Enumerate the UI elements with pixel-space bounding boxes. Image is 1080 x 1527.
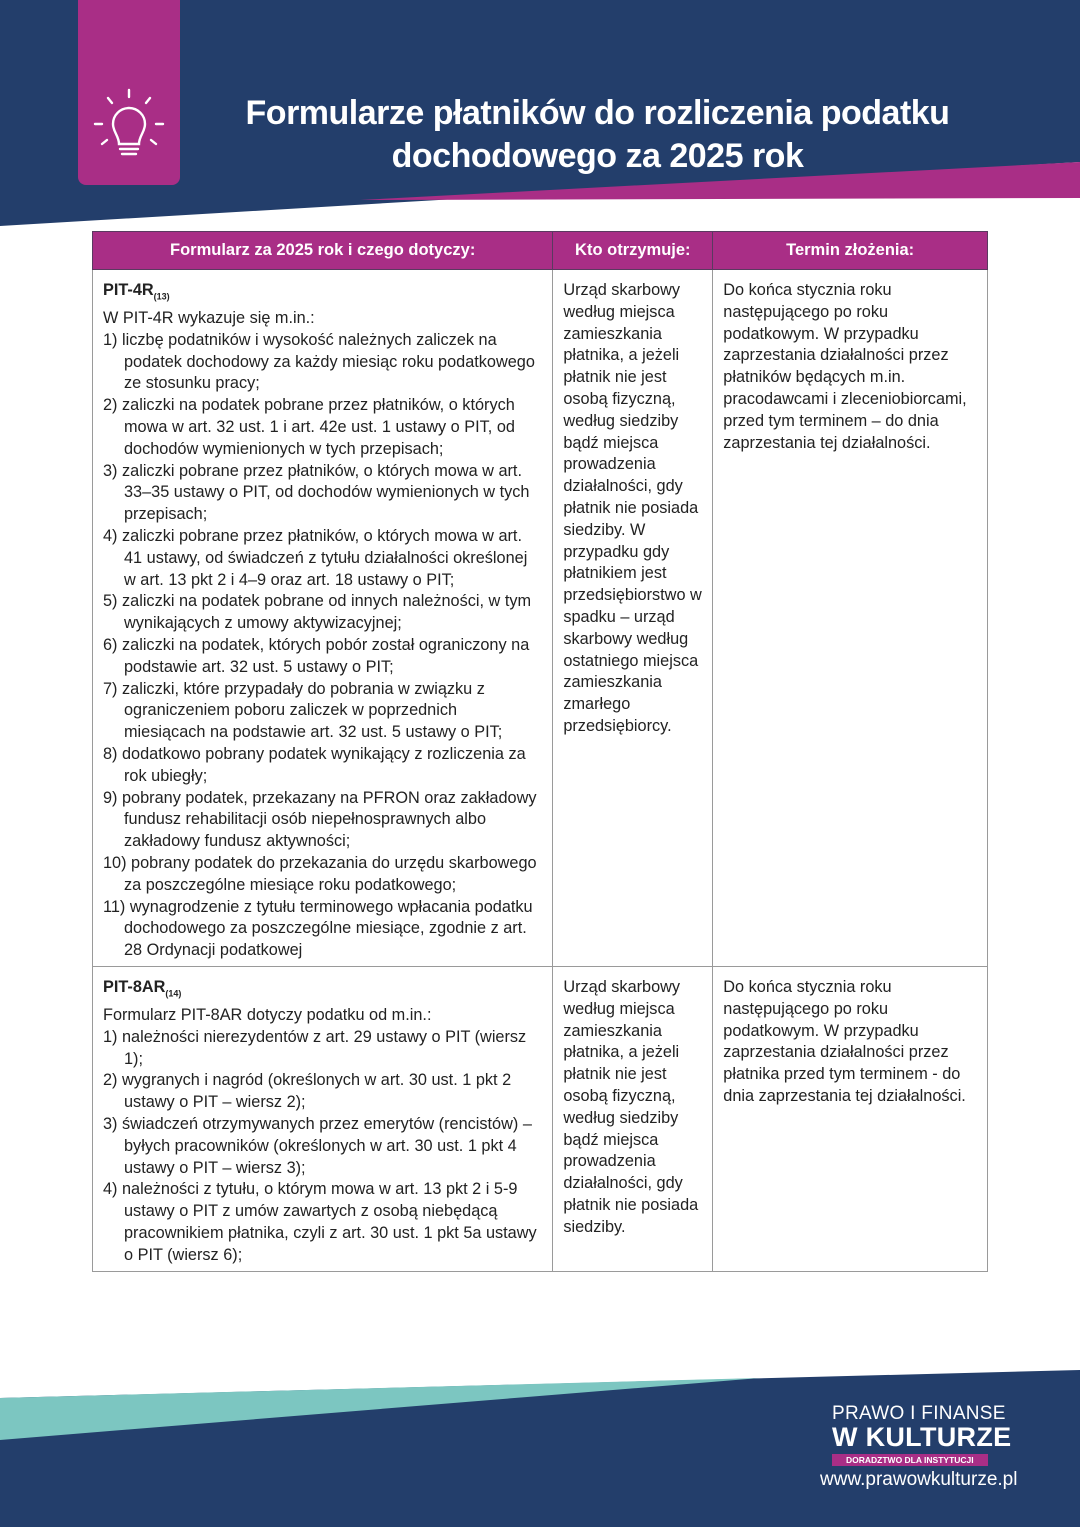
list-item: 1) liczbę podatników i wysokość należnych zaliczek na podatek dochodowy za każdy miesiąc roku podatkowego ze stosunku pracy; [103, 330, 535, 393]
website-link[interactable]: www.prawowkulturze.pl [820, 1469, 1018, 1490]
form-intro: Formularz PIT-8AR dotyczy podatku od m.in.: [103, 1006, 432, 1024]
recipient-cell: Urząd skarbowy według miejsca zamieszkania płatnika, a jeżeli płatnik nie jest osobą fizyczną, według siedziby bądź miejsca prowadzenia działalności, gdy płatnik nie posiada siedziby. W przypadku gdy płatnikiem jest przedsiębiorstwo w spadku – urząd skarbowy według ostatniego miejsca zamieszkania zmarłego przedsiębiorcy. [553, 270, 713, 967]
list-item: 2) zaliczki na podatek pobrane przez płatników, o których mowa w art. 32 ust. 1 i art. 42e ust. 1 ustawy o PIT, od dochodów wymienionych w tych przepisach; [103, 396, 515, 458]
list-item: 5) zaliczki na podatek pobrane od innych należności, w tym wynikających z umowy aktywizacyjnej; [103, 592, 532, 633]
deadline-cell: Do końca stycznia roku następującego po roku podatkowym. W przypadku zaprzestania działalności przez płatników będących m.in. pracodawcami i zleceniobiorcami, przed tym terminem – do dnia zaprzestania tej działalności. [713, 270, 988, 967]
column-header-recipient: Kto otrzymuje: [553, 232, 713, 270]
list-item: 9) pobrany podatek, przekazany na PFRON oraz zakładowy fundusz rehabilitacji osób niepełnosprawnych albo zakładowy fundusz aktywności; [103, 788, 537, 851]
form-description-cell [93, 966, 553, 1271]
deadline-cell: Do końca stycznia roku następującego po roku podatkowym. W przypadku zaprzestania działalności przez płatnika przed tym terminem - do dnia zaprzestania tej działalności. [713, 966, 988, 1271]
list-item: 7) zaliczki, które przypadały do pobrania w związku z ograniczeniem poboru zaliczek w poprzednich miesiącach na podstawie art. 32 ust. 5 ustawy o PIT; [103, 679, 503, 742]
list-item: 6) zaliczki na podatek, których pobór został ograniczony na podstawie art. 32 ust. 5 ustawy o PIT; [103, 636, 530, 676]
logo-line-1: PRAWO I FINANSE [832, 1403, 1006, 1424]
list-item: 1) należności nierezydentów z art. 29 ustawy o PIT (wiersz 1); [103, 1027, 527, 1068]
list-item: 4) zaliczki pobrane przez płatników, o których mowa w art. 41 ustawy, od świadczeń z tytułu działalności określonej w art. 13 pkt 2 i 4–9 oraz art. 18 ustawy o PIT; [103, 527, 528, 589]
column-header-form: Formularz za 2025 rok i czego dotyczy: [93, 232, 553, 270]
item-list [103, 1027, 542, 1267]
table-row [93, 966, 988, 1271]
list-item: 8) dodatkowo pobrany podatek wynikający z rozliczenia za rok ubiegły; [103, 744, 526, 785]
lightbulb-icon [91, 88, 167, 164]
logo-tagline: DORADZTWO DLA INSTYTUCJI [832, 1454, 988, 1466]
column-header-deadline: Termin złożenia: [713, 232, 988, 270]
form-intro: W PIT-4R wykazuje się m.in.: [103, 309, 315, 328]
list-item: 3) zaliczki pobrane przez płatników, o których mowa w art. 33–35 ustawy o PIT, od dochodów wymienionych w tych przepisach; [103, 461, 530, 524]
form-name: PIT-$4R_{(13)}$ [103, 281, 170, 302]
table-header-row [93, 232, 988, 270]
item-list [103, 330, 542, 962]
form-reference: (13) [153, 291, 170, 302]
form-reference: (14) [165, 988, 182, 999]
table-row [93, 270, 988, 967]
page-title: Formularze płatników do rozliczenia podatku dochodowego za 2025 rok [245, 94, 950, 175]
form-description-cell [93, 270, 553, 967]
form-name: PIT-$8AR_{(14)}$ [103, 977, 182, 999]
company-logo [832, 1404, 1011, 1468]
list-item: 11) wynagrodzenie z tytułu terminowego wpłacania podatku dochodowego za poszczególne miesiące, zgodnie z art. 28 Ordynacji podatkowej [103, 897, 533, 960]
forms-table [92, 231, 988, 1272]
logo-line-2: W KULTURZE [832, 1422, 1012, 1452]
list-item: 2) wygranych i nagród (określonych w art. 30 ust. 1 pkt 2 ustawy o PIT – wiersz 2); [103, 1071, 512, 1112]
list-item: 4) należności z tytułu, o którym mowa w art. 13 pkt 2 i 5-9 ustawy o PIT z umów zawartych z osobą niebędącą pracownikiem płatnika, czyli z art. 30 ust. 1 pkt 5a ustawy o PIT (wiersz 6); [103, 1180, 537, 1264]
icon-badge [78, 0, 180, 185]
list-item: 10) pobrany podatek do przekazania do urzędu skarbowego za poszczególne miesiące roku podatkowego; [103, 853, 537, 894]
recipient-cell: Urząd skarbowy według miejsca zamieszkania płatnika, a jeżeli płatnik nie jest osobą fizyczną, według siedziby bądź miejsca prowadzenia działalności, gdy płatnik nie posiada siedziby. [553, 966, 713, 1271]
list-item: 3) świadczeń otrzymywanych przez emerytów (rencistów) – byłych pracowników (określonych w art. 30 ust. 1 pkt 4 ustawy o PIT – wiersz 3); [103, 1114, 532, 1177]
